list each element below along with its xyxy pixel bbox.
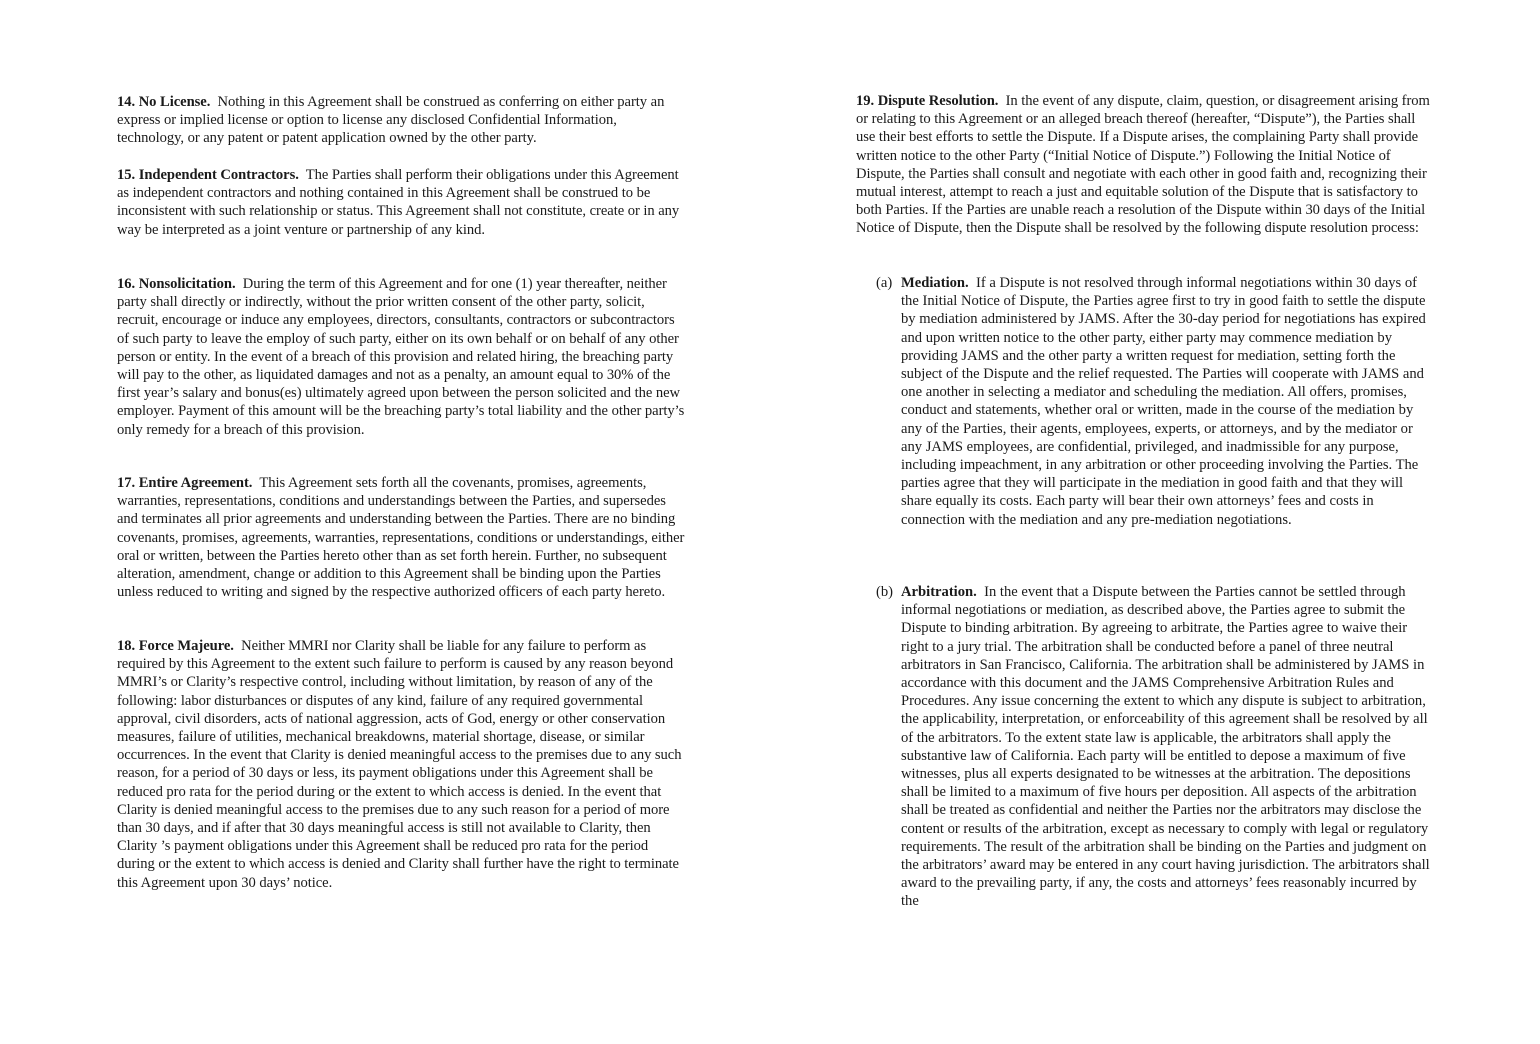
section-17-entire-agreement bbox=[117, 474, 685, 601]
section-body: Neither MMRI nor Clarity shall be liable for any failure to perform as required by this Agreement to the extent such failure to perform is caused by any reason beyond MMRI’s or Clarity’s respective control, including without limitation, by reason of any of the following: labor disturbances or disputes of any kind, failure of any required governmental approval, civil disorders, acts of national aggression, acts of God, energy or other conservation measures, failure of utilities, mechanical breakdowns, material shortage, disease, or similar occurrences. In the event that Clarity is denied meaningful access to the premises due to any such reason, for a period of 30 days or less, its payment obligations under this Agreement shall be reduced pro rata for the period during or the extent to which access is denied. In the event that Clarity is denied meaningful access to the premises due to any such reason for a period of more than 30 days, and if after that 30 days meaningful access is still not available to Clarity, then Clarity ’s payment obligations under this Agreement shall be reduced pro rata for the period during or the extent to which access is denied and Clarity shall further have the right to terminate this Agreement upon 30 days’ notice. bbox=[117, 638, 682, 891]
section-heading: 18. Force Majeure. bbox=[117, 638, 234, 654]
subsection-text bbox=[901, 583, 1431, 911]
section-body: This Agreement sets forth all the covenants, promises, agreements, warranties, representations, conditions and understandings between the Parties, and supersedes and terminates all prior agreements and understanding between the Parties. There are no binding covenants, promises, agreements, warranties, representations, conditions or understandings, either oral or written, between the Parties hereto other than as set forth herein. Further, no subsequent alteration, amendment, change or addition to this Agreement shall be binding upon the Parties unless reduced to writing and signed by the respective authorized officers of each party hereto. bbox=[117, 475, 685, 601]
section-heading: 14. No License. bbox=[117, 94, 211, 110]
section-19-dispute-resolution bbox=[856, 92, 1431, 238]
subsection-text bbox=[901, 274, 1431, 529]
subsection-marker: (b) bbox=[876, 584, 894, 600]
right-page bbox=[770, 0, 1540, 1044]
section-body: In the event of any dispute, claim, question, or disagreement arising from or relating to this Agreement or an alleged breach thereof (hereafter, “Dispute”), the Parties shall use their best efforts to settle the Dispute. If a Dispute arises, the complaining Party shall provide written notice to the other Party (“Initial Notice of Dispute.”) Following the Initial Notice of Dispute, the Parties shall consult and negotiate with each other in good faith and, recognizing their mutual interest, attempt to reach a just and equitable solution of the Dispute that is satisfactory to both Parties. If the Parties are unable reach a resolution of the Dispute within 30 days of the Initial Notice of Dispute, then the Dispute shall be resolved by the following dispute resolution process: bbox=[856, 93, 1430, 237]
section-body: During the term of this Agreement and for one (1) year thereafter, neither party shall directly or indirectly, without the prior written consent of the other party, solicit, recruit, encourage or induce any employees, directors, consultants, contractors or subcontractors of such party to leave the employ of such party, either on its own behalf or on behalf of any other person or entity. In the event of a breach of this provision and related hiring, the breaching party will pay to the other, as liquidated damages and not as a penalty, an amount equal to 30% of the first year’s salary and bonus(es) ultimately agreed upon between the person solicited and the new employer. Payment of this amount will be the breaching party’s total liability and the other party’s only remedy for a breach of this provision. bbox=[117, 276, 685, 438]
section-body: The Parties shall perform their obligations under this Agreement as independent contractors and nothing contained in this Agreement shall be construed to be inconsistent with such relationship or status. This Agreement shall not constitute, create or in any way be interpreted as a joint venture or partnership of any kind. bbox=[117, 167, 680, 238]
section-heading: 19. Dispute Resolution. bbox=[856, 93, 999, 109]
section-14-no-license bbox=[117, 93, 685, 148]
subsection-body: If a Dispute is not resolved through informal negotiations within 30 days of the Initial Notice of Dispute, the Parties agree first to try in good faith to settle the dispute by mediation administered by JAMS. After the 30-day period for negotiations has expired and upon written notice to the other party, either party may commence mediation by providing JAMS and the other party a written request for mediation, setting forth the subject of the Dispute and the relief requested. The Parties will cooperate with JAMS and one another in selecting a mediator and scheduling the mediation. All offers, promises, conduct and statements, whether oral or written, made in the course of the mediation by any of the Parties, their agents, employees, experts, or attorneys, and by the mediator or any JAMS employees, are confidential, privileged, and inadmissible for any purpose, including impeachment, in any arbitration or other proceeding involving the Parties. The parties agree that they will participate in the mediation in good faith and that they will share equally its costs. Each party will bear their own attorneys’ fees and costs in connection with the mediation and any pre-mediation negotiations. bbox=[901, 275, 1426, 528]
section-heading: 15. Independent Contractors. bbox=[117, 167, 299, 183]
section-15-independent-contractors bbox=[117, 166, 685, 239]
section-body: Nothing in this Agreement shall be construed as conferring on either party an express or implied license or option to license any disclosed Confidential Information, technology, or any patent or patent application owned by the other party. bbox=[117, 94, 665, 147]
section-16-nonsolicitation bbox=[117, 275, 685, 439]
subsection-body: In the event that a Dispute between the Parties cannot be settled through informal negotiations or mediation, as described above, the Parties agree to submit the Dispute to binding arbitration. By agreeing to arbitrate, the Parties agree to waive their right to a jury trial. The arbitration shall be conducted before a panel of three neutral arbitrators in San Francisco, California. The arbitration shall be administered by JAMS in accordance with this document and the JAMS Comprehensive Arbitration Rules and Procedures. Any issue concerning the extent to which any dispute is subject to arbitration, the applicability, interpretation, or enforceability of this agreement shall be resolved by all of the arbitrators. To the extent state law is applicable, the arbitrators shall apply the substantive law of California. Each party will be entitled to depose a maximum of five witnesses, plus all experts designated to be witnesses at the arbitration. The depositions shall be limited to a maximum of five hours per deposition. All aspects of the arbitration shall be treated as confidential and neither the Parties nor the arbitrators may disclose the content or results of the arbitration, except as necessary to comply with legal or regulatory requirements. The result of the arbitration shall be binding on the Parties and judgment on the arbitrators’ award may be entered in any court having jurisdiction. The arbitrators shall award to the prevailing party, if any, the costs and attorneys’ fees reasonably incurred by the bbox=[901, 584, 1430, 910]
subsection-heading: Arbitration. bbox=[901, 584, 977, 600]
subsection-marker: (a) bbox=[876, 275, 893, 291]
section-heading: 16. Nonsolicitation. bbox=[117, 276, 236, 292]
section-18-force-majeure bbox=[117, 637, 685, 892]
subsection-heading: Mediation. bbox=[901, 275, 969, 291]
section-heading: 17. Entire Agreement. bbox=[117, 475, 253, 491]
